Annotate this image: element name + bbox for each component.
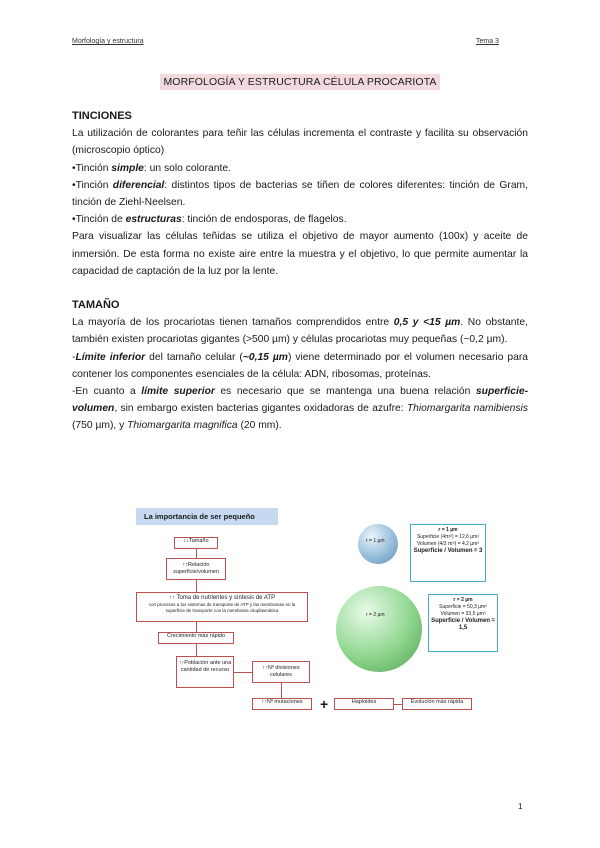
flow-box-nutrients: ↑↑ Toma de nutrientes y síntesis de ATP con procesos a los sistemas de transporte de ATP y las membranas en la superficie de transporte con la membrana citoplasmática bbox=[136, 592, 308, 622]
paragraph: -En cuanto a límite superior es necesario que se mantenga una buena relación superficie-volumen, sin embargo existen bacterias gigantes oxidadoras de azufre: Thiomargarita namibiensis (750 µm), y Thiomargarita magnifica (20 mm). bbox=[72, 386, 528, 432]
flow-box-population: ↑↑Población ante una cantidad de recurso bbox=[176, 656, 234, 688]
flow-box-evolution: Evolución más rápida bbox=[402, 698, 472, 710]
flow-box-growth: Crecimiento más rápido bbox=[158, 632, 234, 644]
bullet-item: •Tinción diferencial: distintos tipos de bacterias se tiñen de colores diferentes: tinción de Gram, tinción de Ziehl-Neelsen. bbox=[72, 179, 528, 209]
flow-box-size: ↓↓Tamaño bbox=[174, 537, 218, 549]
section-tamano bbox=[72, 297, 528, 435]
running-header-left: Morfología y estructura bbox=[72, 38, 144, 45]
flow-arrow bbox=[196, 622, 197, 632]
flow-arrow bbox=[196, 644, 197, 656]
heading-tinciones: TINCIONES bbox=[72, 110, 132, 122]
small-sphere: r = 1 µm bbox=[358, 524, 398, 564]
page-number: 1 bbox=[518, 802, 523, 811]
large-sphere-info: r = 2 µm Superficie = 50,3 µm² Volumen = 33,5 µm³ Superficie / Volumen = 1,5 bbox=[428, 594, 498, 652]
page-title: MORFOLOGÍA Y ESTRUCTURA CÉLULA PROCARIOTA bbox=[0, 72, 600, 90]
flow-box-mutations: ↑↑Nº mutaciones bbox=[252, 698, 312, 710]
flow-arrow bbox=[281, 683, 282, 698]
flow-arrow bbox=[196, 580, 197, 592]
figure-importance-small bbox=[136, 504, 495, 719]
paragraph: Para visualizar las células teñidas se utiliza el objetivo de mayor aumento (100x) y aceite de inmersión. De esta forma no existe aire entre la muestra y el objetivo, lo que permite aumentar la capacidad de captación de la luz por la lente. bbox=[72, 231, 528, 277]
figure-title: La importancia de ser pequeño bbox=[136, 508, 278, 525]
paragraph: La utilización de colorantes para teñir las células incrementa el contraste y facilita su observación (microscopio óptico) bbox=[72, 128, 528, 157]
plus-sign: + bbox=[320, 696, 329, 712]
paragraph: La mayoría de los procariotas tienen tamaños comprendidos entre 0,5 y <15 µm. No obstante, también existen procariotas gigantes (>500 µm) y células procariotas muy pequeñas (~0,2 µm). bbox=[72, 317, 528, 346]
heading-tamano: TAMAÑO bbox=[72, 299, 120, 311]
flow-arrow bbox=[234, 672, 252, 673]
bullet-item: •Tinción de estructuras: tinción de endosporas, de flagelos. bbox=[72, 214, 347, 226]
large-sphere: r = 2 µm bbox=[336, 586, 422, 672]
flow-box-haploid: Haploides bbox=[334, 698, 394, 710]
section-tinciones bbox=[72, 108, 528, 280]
flow-arrow bbox=[394, 704, 402, 705]
running-header-right: Tema 3 bbox=[476, 38, 499, 45]
small-sphere-info: r = 1 µm Superficie (4πr²) = 12,6 µm² Volumen (4/3 πr³) = 4,2 µm³ Superficie / Volumen = 3 bbox=[410, 524, 486, 582]
flow-box-divisions: ↑↑Nº divisiones celulares bbox=[252, 661, 310, 683]
flow-arrow bbox=[196, 549, 197, 558]
paragraph: -Límite inferior del tamaño celular (~0,15 µm) viene determinado por el volumen necesario para contener los componentes esenciales de la célula: ADN, ribosomas, proteínas. bbox=[72, 351, 529, 380]
bullet-item: •Tinción simple: un solo colorante. bbox=[72, 162, 231, 174]
flow-box-ratio: ↑↑Relación superficie/volumen bbox=[166, 558, 226, 580]
